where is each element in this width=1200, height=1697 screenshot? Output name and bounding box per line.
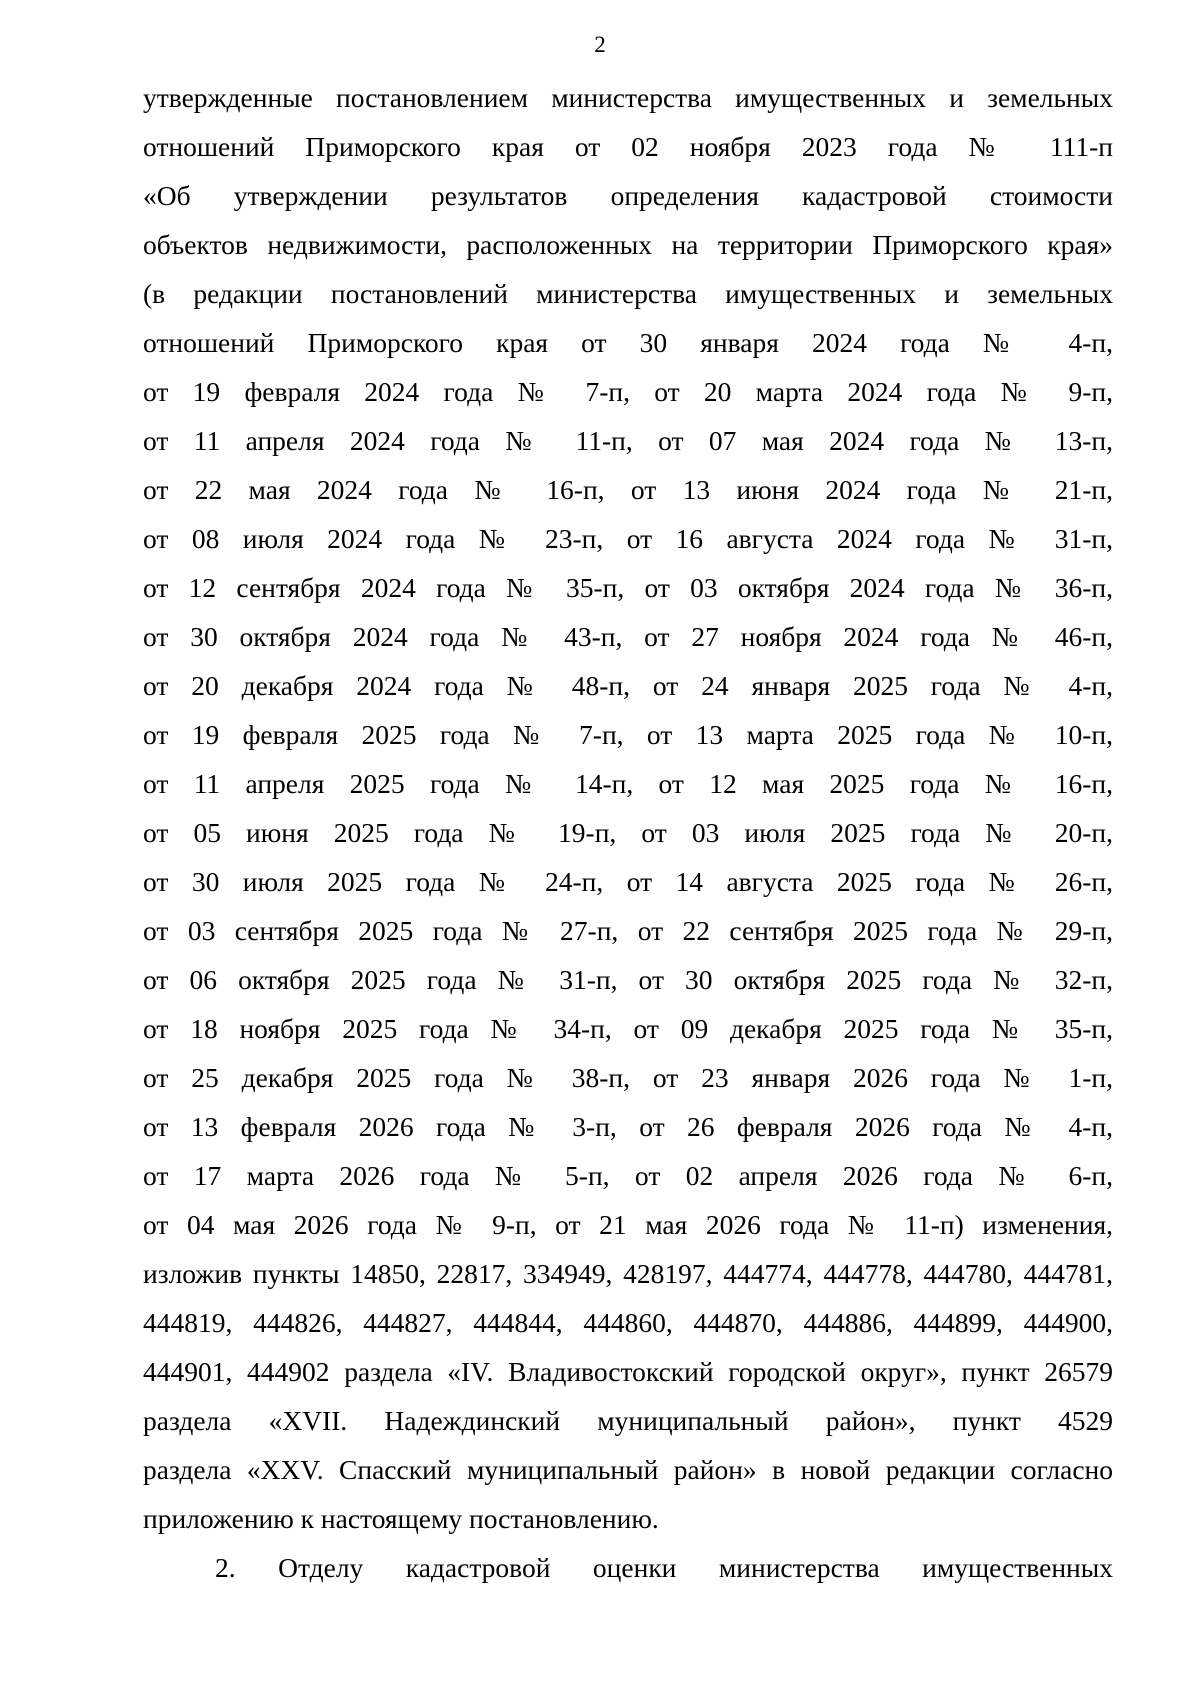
text-line: изложив пункты 14850, 22817, 334949, 428197, 444774, 444778, 444780, 444781,: [143, 1258, 1113, 1289]
text-line: (в редакции постановлений министерства имущественных и земельных: [143, 278, 1113, 309]
text-line: 444819, 444826, 444827, 444844, 444860, 444870, 444886, 444899, 444900,: [143, 1307, 1113, 1338]
paragraph-2-first-line: 2. Отделу кадастровой оценки министерства имущественных: [215, 1552, 1113, 1583]
text-line: от 17 марта 2026 года № 5-п, от 02 апреля 2026 года № 6-п,: [143, 1160, 1113, 1191]
text-line: от 22 мая 2024 года № 16-п, от 13 июня 2024 года № 21-п,: [143, 474, 1113, 505]
text-line: от 06 октября 2025 года № 31-п, от 30 октября 2025 года № 32-п,: [143, 964, 1113, 995]
text-line: от 12 сентября 2024 года № 35-п, от 03 октября 2024 года № 36-п,: [143, 572, 1113, 603]
text-line: 444901, 444902 раздела «IV. Владивостокский городской округ», пункт 26579: [143, 1356, 1113, 1387]
text-line: от 30 октября 2024 года № 43-п, от 27 ноября 2024 года № 46-п,: [143, 621, 1113, 652]
text-line: от 20 декабря 2024 года № 48-п, от 24 января 2025 года № 4-п,: [143, 670, 1113, 701]
text-line: от 18 ноября 2025 года № 34-п, от 09 декабря 2025 года № 35-п,: [143, 1013, 1113, 1044]
text-line: от 25 декабря 2025 года № 38-п, от 23 января 2026 года № 1-п,: [143, 1062, 1113, 1093]
text-line: отношений Приморского края от 30 января 2024 года № 4-п,: [143, 327, 1113, 358]
text-line: «Об утверждении результатов определения кадастровой стоимости: [143, 180, 1113, 211]
text-line: приложению к настоящему постановлению.: [143, 1503, 659, 1534]
text-line: от 19 февраля 2025 года № 7-п, от 13 марта 2025 года № 10-п,: [143, 719, 1113, 750]
body-text: [143, 73, 1113, 1592]
text-line: от 04 мая 2026 года № 9-п, от 21 мая 2026 года № 11-п) изменения,: [143, 1209, 1113, 1240]
text-line: от 11 апреля 2024 года № 11-п, от 07 мая 2024 года № 13-п,: [143, 425, 1113, 456]
text-line: от 30 июля 2025 года № 24-п, от 14 августа 2025 года № 26-п,: [143, 866, 1113, 897]
text-line: утвержденные постановлением министерства имущественных и земельных: [143, 82, 1113, 113]
text-line: отношений Приморского края от 02 ноября 2023 года № 111-п: [143, 131, 1113, 162]
text-line: от 13 февраля 2026 года № 3-п, от 26 февраля 2026 года № 4-п,: [143, 1111, 1113, 1142]
text-line: от 19 февраля 2024 года № 7-п, от 20 марта 2024 года № 9-п,: [143, 376, 1113, 407]
text-line: от 08 июля 2024 года № 23-п, от 16 августа 2024 года № 31-п,: [143, 523, 1113, 554]
text-line: раздела «XXV. Спасский муниципальный район» в новой редакции согласно: [143, 1454, 1113, 1485]
text-line: от 03 сентября 2025 года № 27-п, от 22 сентября 2025 года № 29-п,: [143, 915, 1113, 946]
text-line: от 05 июня 2025 года № 19-п, от 03 июля 2025 года № 20-п,: [143, 817, 1113, 848]
text-line: от 11 апреля 2025 года № 14-п, от 12 мая 2025 года № 16-п,: [143, 768, 1113, 799]
text-line: раздела «XVII. Надеждинский муниципальный район», пункт 4529: [143, 1405, 1113, 1436]
text-line: объектов недвижимости, расположенных на территории Приморского края»: [143, 229, 1113, 260]
page-number: 2: [594, 32, 606, 57]
